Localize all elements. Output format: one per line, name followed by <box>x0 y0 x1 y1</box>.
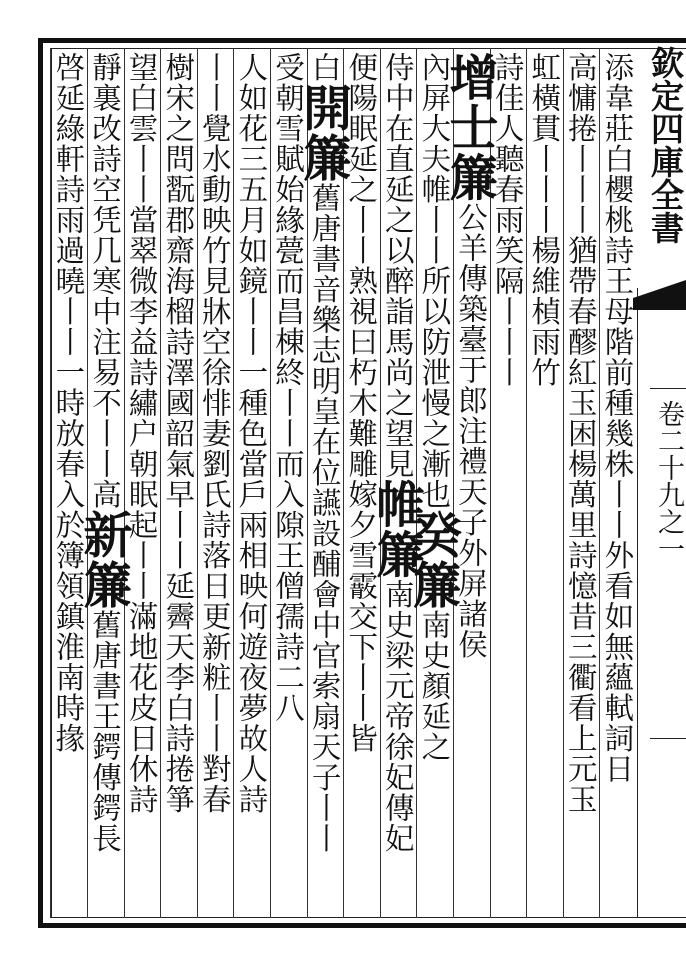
chapter-label: 卷二十九之一 <box>653 400 684 562</box>
text-run: 詩佳人聽春雨笑隔丨丨丨 <box>490 52 525 388</box>
entry-heading: 帷簾 <box>368 479 427 579</box>
fold-divider <box>650 738 686 739</box>
entry-heading: 新簾 <box>76 509 134 610</box>
entry-heading: 增士簾 <box>442 52 500 202</box>
text-run: 嫁夕雪霰交下丨丨皆 <box>344 479 379 754</box>
text-run: 添韋莊白櫻桃詩王母階前種幾株丨丨外看如無蘊軾詞日 <box>600 52 635 784</box>
text-run: 受朝雪賦始緣甍而昌棟終丨丨而入隙王僧孺詩二八 <box>271 52 305 723</box>
text-run: 便陽眠延之丨丨熟視曰朽木難雕 <box>344 52 379 479</box>
text-run: 白 <box>307 52 342 83</box>
text-run: 南史梁元帝徐妃傳妃 <box>380 579 415 854</box>
text-run: 虹橫貫丨丨丨楊維楨雨竹 <box>527 52 562 388</box>
entry-heading: 癸簾 <box>405 509 464 610</box>
text-run: 人如花三五月如鏡丨丨一種色當戶兩相映何遊夜夢故人詩 <box>234 52 269 815</box>
text-run: 侍中在直延之以醉詣馬尚之望見 <box>380 52 415 479</box>
text-run: 於簿領鎮淮南時掾 <box>51 509 86 754</box>
text-run: 樹宋之問翫郡齋海榴詩澤國韶氣早丨丨延霽天李白詩捲箏 <box>161 52 196 815</box>
text-run: 內屏大夫帷丨丨所以防泄慢之漸也 <box>417 52 452 510</box>
entry-heading: 開簾 <box>295 82 354 183</box>
fold-divider <box>650 388 686 389</box>
text-run: 靜裏改詩空凭几寒中注易不丨丨高 <box>88 52 122 510</box>
text-run: 舊唐書王鍔傳鍔長 <box>88 609 122 854</box>
text-run: 南史顏延之 <box>417 609 452 762</box>
text-run: 舊唐書音樂志明皇在位讌設酺會中官索扇天子丨丨 <box>307 182 342 854</box>
text-run: 啓延綠軒詩雨過曉丨丨一時放春入 <box>51 52 86 510</box>
text-run: 高慵捲丨丨丨猶帶春醪紅玉困楊萬里詩憶昔三衢看上元玉 <box>563 52 598 815</box>
text-run: 丨丨覺水動映竹見牀空徐悱妻劉氏詩落日更新粧丨丨對春 <box>197 52 232 815</box>
text-column <box>46 52 90 918</box>
text-run: 望白雲丨丨當翠微李益詩繡户朝眠起丨丨滿地花皮日休詩 <box>124 52 159 815</box>
text-run: 公羊傳築臺于郎注禮天子外屏諸侯 <box>454 202 488 660</box>
page-title: 欽定四庫全書 <box>646 46 685 244</box>
